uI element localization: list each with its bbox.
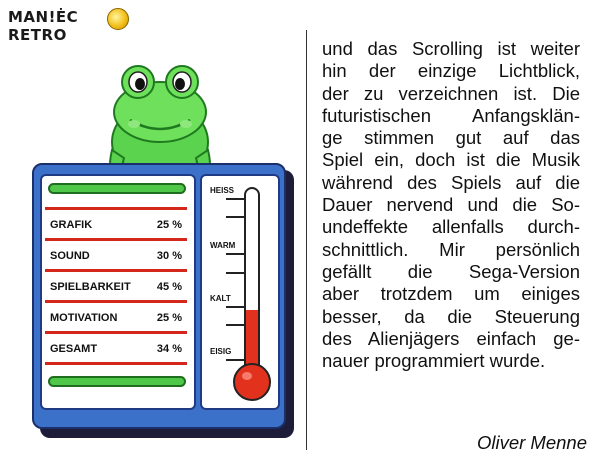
rating-row-motivation bbox=[50, 312, 182, 328]
article-line: schnittlich. Mir persönlich bbox=[322, 238, 580, 260]
divider-line bbox=[45, 331, 187, 334]
rating-label: GESAMT bbox=[50, 343, 98, 355]
thermometer-label-warm: WARM bbox=[210, 241, 236, 250]
article-line: gefällt die Sega-Version bbox=[322, 260, 580, 282]
article-line: aber trotzdem um einiges bbox=[322, 283, 580, 305]
rating-row-spielbarkeit bbox=[50, 281, 182, 297]
article-line: Spiel ein, doch ist die Musik bbox=[322, 149, 580, 171]
rating-row-gesamt bbox=[50, 343, 182, 359]
article-line: des Alienjägers einfach ge- bbox=[322, 327, 580, 349]
logo-text: MAN!ĖC RETRO bbox=[8, 8, 79, 44]
rating-label: SPIELBARKEIT bbox=[50, 281, 131, 293]
article-line: und das Scrolling ist weiter bbox=[322, 38, 580, 59]
rating-row-sound bbox=[50, 250, 182, 266]
column-divider bbox=[306, 30, 307, 450]
divider-line bbox=[45, 362, 187, 365]
logo-disc-icon bbox=[107, 8, 129, 30]
thermometer-tick bbox=[226, 272, 244, 274]
rating-value: 30 % bbox=[156, 250, 182, 262]
thermometer-label-eisig: EISIG bbox=[210, 347, 232, 356]
thermometer-tick bbox=[226, 324, 244, 326]
thermometer-label-heiss: HEISS bbox=[210, 186, 235, 195]
article-line: hin der einzige Lichtblick, bbox=[322, 60, 580, 82]
divider-line bbox=[45, 207, 187, 210]
author-signature: Oliver Menne bbox=[476, 432, 587, 453]
article-line: futuristischen Anfangsklän- bbox=[322, 104, 580, 126]
magazine-logo bbox=[4, 4, 128, 44]
divider-line bbox=[45, 238, 187, 241]
article-line: der zu verzeichnen ist. Die bbox=[322, 82, 580, 104]
divider-line bbox=[45, 269, 187, 272]
thermometer-tick bbox=[226, 306, 244, 308]
rating-label: GRAFIK bbox=[50, 219, 93, 231]
thermometer-tick bbox=[226, 253, 244, 255]
article-text bbox=[322, 38, 580, 372]
rating-value: 25 % bbox=[156, 312, 182, 324]
article-line: ge stimmen gut auf das bbox=[322, 127, 580, 149]
rating-row-grafik bbox=[50, 219, 182, 235]
article-line: besser, da die Steuerung bbox=[322, 305, 580, 327]
divider-line bbox=[45, 300, 187, 303]
thermometer-label-kalt: KALT bbox=[210, 294, 231, 303]
article-line: nauer programmiert wurde. bbox=[322, 350, 546, 372]
thermometer-tick bbox=[226, 198, 244, 200]
thermometer-bulb bbox=[233, 363, 271, 401]
thermometer-tick bbox=[226, 216, 244, 218]
thermometer-tick bbox=[226, 359, 244, 361]
green-bar-bottom bbox=[48, 376, 186, 387]
article-line: undeffekte allenfalls durch- bbox=[322, 216, 580, 238]
rating-label: SOUND bbox=[50, 250, 90, 262]
green-bar-top bbox=[48, 183, 186, 194]
article-line: während des Spiels auf die bbox=[322, 171, 580, 193]
rating-value: 45 % bbox=[156, 281, 182, 293]
thermometer-bulb-shine bbox=[242, 372, 252, 380]
rating-value: 25 % bbox=[156, 219, 182, 231]
rating-value: 34 % bbox=[156, 343, 182, 355]
article-line: Dauer nervend und die So- bbox=[322, 194, 580, 216]
rating-label: MOTIVATION bbox=[50, 312, 118, 324]
